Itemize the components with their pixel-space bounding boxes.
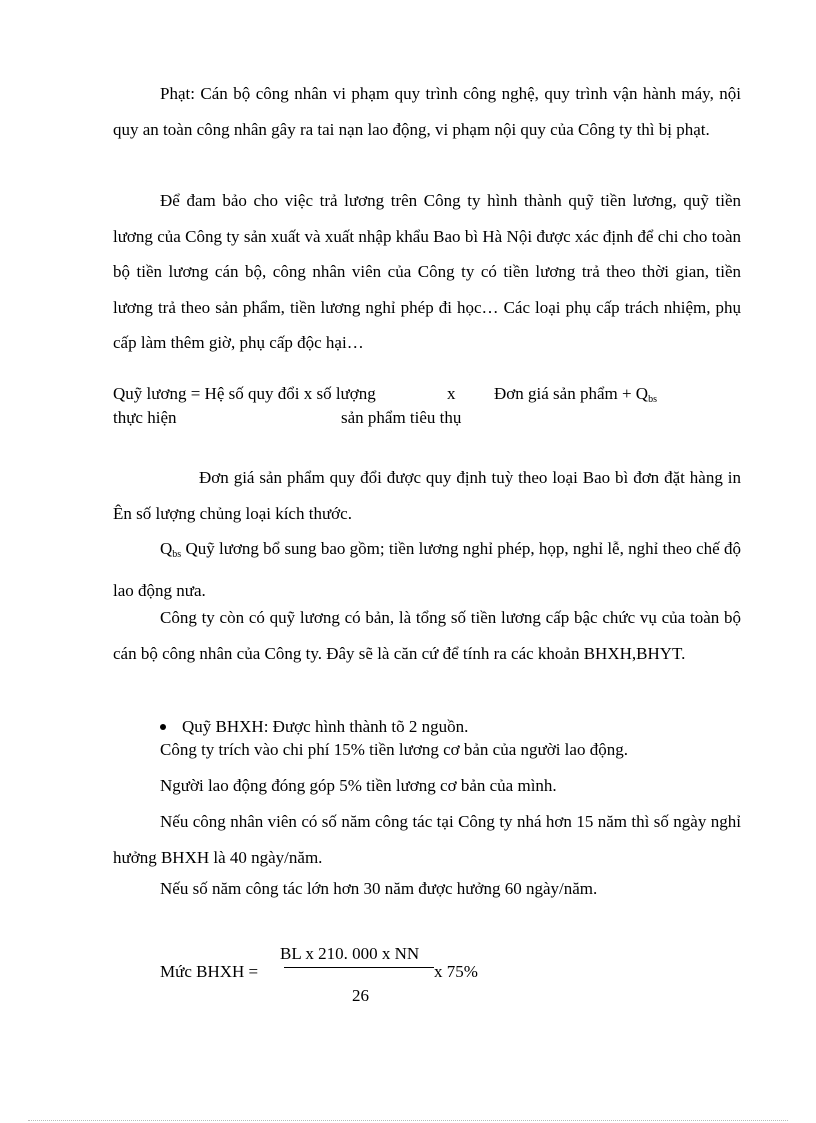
bullet-icon [160, 724, 166, 730]
formula-salary-below-mid: sản phẩm tiêu thụ [341, 408, 462, 427]
text-company-contribution: Công ty trích vào chi phí 15% tiền lương cơ bản của người lao động. [160, 740, 628, 759]
paragraph-penalty: Phạt: Cán bộ công nhân vi phạm quy trình công nghệ, quy trình vận hành máy, nội quy an toàn công nhân gây ra tai nạn lao động, vi phạm nội quy của Công ty thì bị phạt. [113, 84, 741, 139]
formula-salary-right: Đơn giá sản phẩm + $Q_{bs}$ [494, 384, 657, 405]
formula-salary-left: Quỹ lương = Hệ số quy đổi x số lượng [113, 384, 376, 403]
bullet-item-bhxh: Quỹ BHXH: Được hình thành tõ 2 nguồn. [160, 716, 468, 738]
text-over-30-years: Nếu số năm công tác lớn hơn 30 năm được hưởng 60 ngày/năm. [160, 879, 598, 898]
paragraph-qbs: $Q_{bs}$ Quỹ lương bổ sung bao gồm; tiền lương nghỉ phép, họp, nghỉ lễ, nghỉ theo chế độ lao động nưa. [113, 539, 741, 600]
paragraph-unit-price: Đơn giá sản phẩm quy đổi được quy định tuỳ theo loại Bao bì đơn đặt hàng in Ên số lượng chủng loại kích thước. [113, 468, 741, 523]
paragraph-salary-fund: Để đam bảo cho việc trả lương trên Công ty hình thành quỹ tiền lương, quỹ tiền lương của Công ty sản xuất và xuất nhập khẩu Bao bì Hà Nội được xác định để chi cho toàn bộ tiền lương cán bộ, công nhân viên của Công ty có tiền lương trả theo thời gian, tiền lương trả theo sản phẩm, tiền lương nghỉ phép đi học… Các loại phụ cấp trách nhiệm, phụ cấp làm thêm giờ, phụ cấp độc hại… [113, 191, 741, 352]
formula-salary-below-left: thực hiện [113, 408, 177, 427]
formula-bhxh-times: x 75% [434, 962, 478, 981]
page-number: 26 [352, 986, 369, 1005]
formula-bhxh-label: Mức BHXH = [160, 962, 259, 981]
formula-bhxh-numerator: BL x 210. 000 x NN [280, 944, 420, 963]
page-bottom-divider [28, 1120, 788, 1121]
paragraph-leave-days: Nếu công nhân viên có số năm công tác tại Công ty nhá hơn 15 năm thì số ngày nghỉ hưởng BHXH là 40 ngày/năm. [113, 812, 741, 867]
formula-salary-times: x [447, 384, 456, 403]
fraction-line [284, 967, 434, 968]
text-worker-contribution: Người lao động đóng góp 5% tiền lương cơ bản của mình. [160, 776, 557, 795]
paragraph-base-fund: Công ty còn có quỹ lương có bản, là tổng số tiền lương cấp bậc chức vụ của toàn bộ cán bộ công nhân của Công ty. Đây sẽ là căn cứ để tính ra các khoản BHXH,BHYT. [113, 608, 741, 663]
